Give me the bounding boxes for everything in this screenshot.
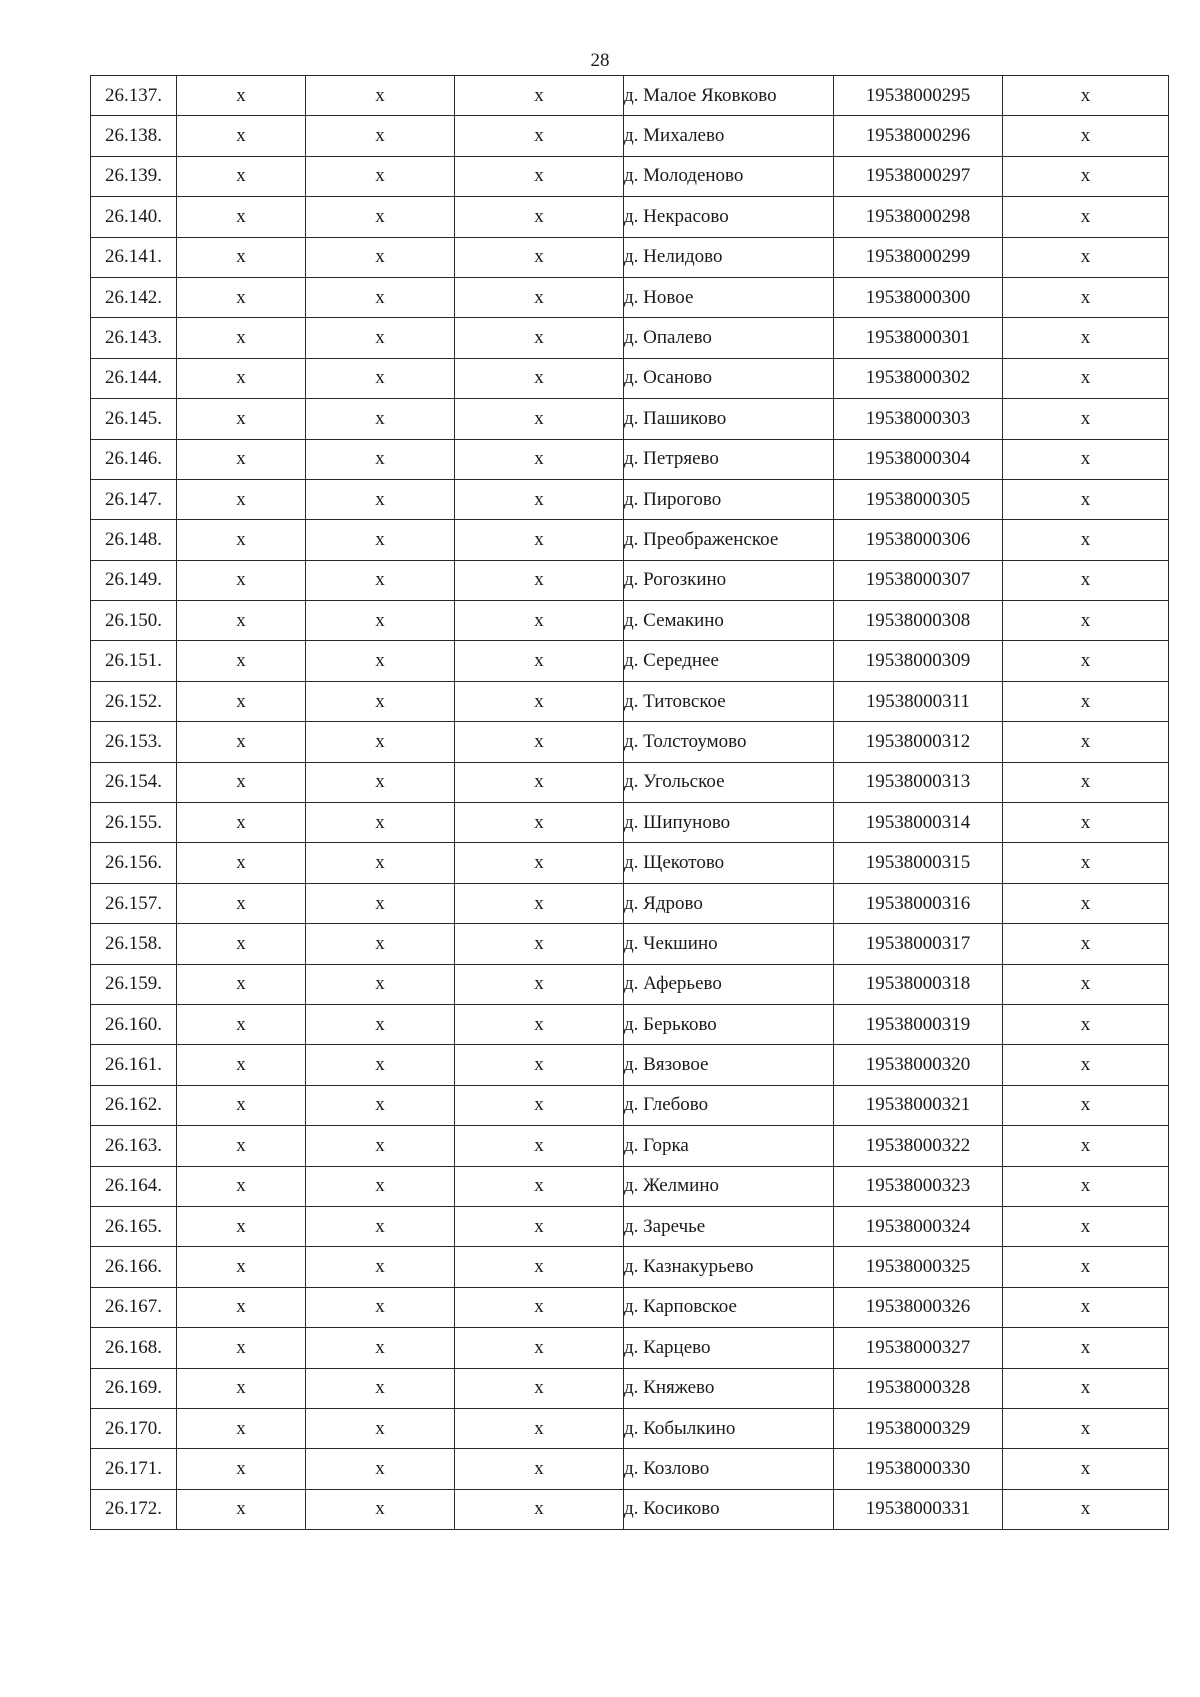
placeholder-cell-1: x [177,76,306,116]
settlement-name-cell: д. Карцево [624,1328,834,1368]
placeholder-cell-3: x [455,1045,624,1085]
table-row [91,924,1169,964]
table-row [91,399,1169,439]
settlement-name-cell: д. Заречье [624,1206,834,1246]
placeholder-cell-1: x [177,277,306,317]
placeholder-cell-2: x [306,1045,455,1085]
row-number-cell: 26.148. [91,520,177,560]
placeholder-cell-4: x [1003,924,1169,964]
row-number-cell: 26.150. [91,601,177,641]
placeholder-cell-3: x [455,1287,624,1327]
placeholder-cell-1: x [177,601,306,641]
table-row [91,439,1169,479]
placeholder-cell-4: x [1003,1368,1169,1408]
table-row [91,1368,1169,1408]
table-row [91,1328,1169,1368]
placeholder-cell-3: x [455,722,624,762]
settlement-name-cell: д. Новое [624,277,834,317]
oktmo-code-cell: 19538000297 [834,156,1003,196]
placeholder-cell-4: x [1003,358,1169,398]
settlement-name-cell: д. Молоденово [624,156,834,196]
placeholder-cell-1: x [177,1045,306,1085]
placeholder-cell-2: x [306,318,455,358]
placeholder-cell-2: x [306,197,455,237]
placeholder-cell-2: x [306,277,455,317]
row-number-cell: 26.157. [91,883,177,923]
placeholder-cell-2: x [306,479,455,519]
row-number-cell: 26.156. [91,843,177,883]
row-number-cell: 26.147. [91,479,177,519]
oktmo-code-cell: 19538000319 [834,1004,1003,1044]
placeholder-cell-4: x [1003,681,1169,721]
placeholder-cell-3: x [455,641,624,681]
row-number-cell: 26.170. [91,1408,177,1448]
placeholder-cell-1: x [177,156,306,196]
placeholder-cell-1: x [177,197,306,237]
settlement-name-cell: д. Чекшино [624,924,834,964]
oktmo-code-cell: 19538000313 [834,762,1003,802]
settlement-name-cell: д. Угольское [624,762,834,802]
row-number-cell: 26.141. [91,237,177,277]
placeholder-cell-4: x [1003,1287,1169,1327]
oktmo-code-cell: 19538000320 [834,1045,1003,1085]
placeholder-cell-3: x [455,883,624,923]
placeholder-cell-2: x [306,1085,455,1125]
oktmo-code-cell: 19538000306 [834,520,1003,560]
row-number-cell: 26.139. [91,156,177,196]
table-row [91,601,1169,641]
placeholder-cell-3: x [455,1085,624,1125]
settlement-name-cell: д. Толстоумово [624,722,834,762]
placeholder-cell-3: x [455,1166,624,1206]
table-row [91,641,1169,681]
placeholder-cell-2: x [306,1287,455,1327]
oktmo-code-cell: 19538000326 [834,1287,1003,1327]
placeholder-cell-1: x [177,1287,306,1327]
oktmo-code-cell: 19538000323 [834,1166,1003,1206]
table-row [91,803,1169,843]
table-row [91,358,1169,398]
placeholder-cell-1: x [177,1004,306,1044]
placeholder-cell-1: x [177,883,306,923]
placeholder-cell-2: x [306,1126,455,1166]
placeholder-cell-2: x [306,1247,455,1287]
settlement-name-cell: д. Щекотово [624,843,834,883]
row-number-cell: 26.168. [91,1328,177,1368]
table-row [91,197,1169,237]
placeholder-cell-4: x [1003,1489,1169,1529]
settlement-name-cell: д. Некрасово [624,197,834,237]
oktmo-code-cell: 19538000300 [834,277,1003,317]
placeholder-cell-2: x [306,156,455,196]
table-row [91,156,1169,196]
table-row [91,964,1169,1004]
oktmo-code-cell: 19538000302 [834,358,1003,398]
oktmo-code-cell: 19538000314 [834,803,1003,843]
placeholder-cell-1: x [177,116,306,156]
table-row [91,1045,1169,1085]
placeholder-cell-3: x [455,843,624,883]
placeholder-cell-4: x [1003,479,1169,519]
row-number-cell: 26.169. [91,1368,177,1408]
placeholder-cell-2: x [306,1166,455,1206]
settlement-name-cell: д. Козлово [624,1449,834,1489]
oktmo-code-cell: 19538000299 [834,237,1003,277]
placeholder-cell-2: x [306,560,455,600]
table-row [91,1126,1169,1166]
row-number-cell: 26.149. [91,560,177,600]
placeholder-cell-3: x [455,318,624,358]
placeholder-cell-1: x [177,358,306,398]
placeholder-cell-4: x [1003,1408,1169,1448]
placeholder-cell-2: x [306,924,455,964]
placeholder-cell-3: x [455,964,624,1004]
placeholder-cell-4: x [1003,116,1169,156]
table-row [91,762,1169,802]
placeholder-cell-1: x [177,1408,306,1448]
settlement-name-cell: д. Глебово [624,1085,834,1125]
oktmo-code-cell: 19538000322 [834,1126,1003,1166]
placeholder-cell-3: x [455,560,624,600]
table-row [91,1206,1169,1246]
table-row [91,479,1169,519]
placeholder-cell-1: x [177,1126,306,1166]
oktmo-code-cell: 19538000307 [834,560,1003,600]
oktmo-code-cell: 19538000304 [834,439,1003,479]
table-row [91,520,1169,560]
placeholder-cell-1: x [177,479,306,519]
oktmo-code-cell: 19538000315 [834,843,1003,883]
placeholder-cell-1: x [177,964,306,1004]
settlement-name-cell: д. Петряево [624,439,834,479]
row-number-cell: 26.167. [91,1287,177,1327]
placeholder-cell-4: x [1003,1045,1169,1085]
placeholder-cell-1: x [177,399,306,439]
placeholder-cell-3: x [455,924,624,964]
placeholder-cell-3: x [455,762,624,802]
placeholder-cell-4: x [1003,560,1169,600]
placeholder-cell-1: x [177,681,306,721]
table-row [91,1489,1169,1529]
placeholder-cell-4: x [1003,439,1169,479]
row-number-cell: 26.154. [91,762,177,802]
row-number-cell: 26.151. [91,641,177,681]
table-row [91,843,1169,883]
placeholder-cell-3: x [455,803,624,843]
placeholder-cell-3: x [455,1368,624,1408]
oktmo-code-cell: 19538000296 [834,116,1003,156]
placeholder-cell-4: x [1003,601,1169,641]
placeholder-cell-3: x [455,520,624,560]
placeholder-cell-3: x [455,439,624,479]
table-row [91,277,1169,317]
settlement-name-cell: д. Михалево [624,116,834,156]
row-number-cell: 26.160. [91,1004,177,1044]
table-row [91,116,1169,156]
settlement-name-cell: д. Рогозкино [624,560,834,600]
placeholder-cell-3: x [455,237,624,277]
oktmo-code-cell: 19538000308 [834,601,1003,641]
placeholder-cell-1: x [177,318,306,358]
settlement-name-cell: д. Желмино [624,1166,834,1206]
settlement-name-cell: д. Кобылкино [624,1408,834,1448]
settlement-name-cell: д. Вязовое [624,1045,834,1085]
table-row [91,318,1169,358]
placeholder-cell-3: x [455,1126,624,1166]
settlement-name-cell: д. Княжево [624,1368,834,1408]
settlement-name-cell: д. Преображенское [624,520,834,560]
settlement-name-cell: д. Опалево [624,318,834,358]
settlement-name-cell: д. Пашиково [624,399,834,439]
placeholder-cell-2: x [306,681,455,721]
placeholder-cell-1: x [177,924,306,964]
row-number-cell: 26.152. [91,681,177,721]
placeholder-cell-1: x [177,1247,306,1287]
row-number-cell: 26.165. [91,1206,177,1246]
row-number-cell: 26.158. [91,924,177,964]
oktmo-code-cell: 19538000316 [834,883,1003,923]
table-row [91,722,1169,762]
placeholder-cell-4: x [1003,277,1169,317]
placeholder-cell-4: x [1003,237,1169,277]
placeholder-cell-2: x [306,1368,455,1408]
placeholder-cell-3: x [455,681,624,721]
row-number-cell: 26.146. [91,439,177,479]
placeholder-cell-2: x [306,803,455,843]
placeholder-cell-2: x [306,1206,455,1246]
placeholder-cell-1: x [177,722,306,762]
settlement-name-cell: д. Середнее [624,641,834,681]
row-number-cell: 26.153. [91,722,177,762]
placeholder-cell-4: x [1003,1085,1169,1125]
placeholder-cell-2: x [306,1004,455,1044]
placeholder-cell-1: x [177,762,306,802]
placeholder-cell-2: x [306,883,455,923]
settlement-name-cell: д. Нелидово [624,237,834,277]
settlement-name-cell: д. Малое Яковково [624,76,834,116]
placeholder-cell-3: x [455,399,624,439]
placeholder-cell-2: x [306,237,455,277]
placeholder-cell-4: x [1003,1206,1169,1246]
placeholder-cell-2: x [306,601,455,641]
placeholder-cell-1: x [177,803,306,843]
oktmo-code-cell: 19538000303 [834,399,1003,439]
placeholder-cell-3: x [455,1004,624,1044]
placeholder-cell-1: x [177,1449,306,1489]
oktmo-code-cell: 19538000324 [834,1206,1003,1246]
row-number-cell: 26.142. [91,277,177,317]
placeholder-cell-3: x [455,1328,624,1368]
settlement-name-cell: д. Карповское [624,1287,834,1327]
placeholder-cell-3: x [455,358,624,398]
placeholder-cell-4: x [1003,1449,1169,1489]
oktmo-code-cell: 19538000305 [834,479,1003,519]
oktmo-code-cell: 19538000329 [834,1408,1003,1448]
oktmo-code-cell: 19538000328 [834,1368,1003,1408]
placeholder-cell-2: x [306,1449,455,1489]
row-number-cell: 26.162. [91,1085,177,1125]
settlements-table [90,75,1169,1530]
settlement-name-cell: д. Горка [624,1126,834,1166]
row-number-cell: 26.143. [91,318,177,358]
placeholder-cell-4: x [1003,1126,1169,1166]
settlement-name-cell: д. Ядрово [624,883,834,923]
settlement-name-cell: д. Аферьево [624,964,834,1004]
placeholder-cell-4: x [1003,843,1169,883]
placeholder-cell-4: x [1003,318,1169,358]
placeholder-cell-4: x [1003,883,1169,923]
placeholder-cell-1: x [177,641,306,681]
table-row [91,237,1169,277]
table-row [91,560,1169,600]
placeholder-cell-4: x [1003,76,1169,116]
placeholder-cell-3: x [455,1247,624,1287]
row-number-cell: 26.145. [91,399,177,439]
oktmo-code-cell: 19538000325 [834,1247,1003,1287]
oktmo-code-cell: 19538000301 [834,318,1003,358]
oktmo-code-cell: 19538000298 [834,197,1003,237]
settlement-name-cell: д. Берьково [624,1004,834,1044]
placeholder-cell-2: x [306,1328,455,1368]
placeholder-cell-3: x [455,601,624,641]
row-number-cell: 26.159. [91,964,177,1004]
placeholder-cell-2: x [306,439,455,479]
placeholder-cell-4: x [1003,1328,1169,1368]
placeholder-cell-1: x [177,1368,306,1408]
placeholder-cell-3: x [455,116,624,156]
placeholder-cell-1: x [177,439,306,479]
placeholder-cell-4: x [1003,964,1169,1004]
table-row [91,1166,1169,1206]
page-number: 28 [590,50,610,71]
placeholder-cell-3: x [455,1489,624,1529]
placeholder-cell-3: x [455,76,624,116]
placeholder-cell-1: x [177,1206,306,1246]
placeholder-cell-1: x [177,520,306,560]
row-number-cell: 26.171. [91,1449,177,1489]
settlement-name-cell: д. Казнакурьево [624,1247,834,1287]
settlement-name-cell: д. Косиково [624,1489,834,1529]
table-row [91,883,1169,923]
placeholder-cell-3: x [455,277,624,317]
oktmo-code-cell: 19538000311 [834,681,1003,721]
oktmo-code-cell: 19538000331 [834,1489,1003,1529]
placeholder-cell-4: x [1003,1247,1169,1287]
placeholder-cell-3: x [455,1408,624,1448]
table-row [91,1004,1169,1044]
settlement-name-cell: д. Титовское [624,681,834,721]
placeholder-cell-1: x [177,843,306,883]
table-body [91,76,1169,1530]
placeholder-cell-2: x [306,116,455,156]
table-row [91,76,1169,116]
placeholder-cell-2: x [306,762,455,802]
placeholder-cell-4: x [1003,722,1169,762]
table-row [91,1449,1169,1489]
placeholder-cell-4: x [1003,399,1169,439]
oktmo-code-cell: 19538000318 [834,964,1003,1004]
placeholder-cell-1: x [177,560,306,600]
row-number-cell: 26.138. [91,116,177,156]
placeholder-cell-4: x [1003,762,1169,802]
row-number-cell: 26.163. [91,1126,177,1166]
placeholder-cell-3: x [455,479,624,519]
row-number-cell: 26.172. [91,1489,177,1529]
placeholder-cell-2: x [306,76,455,116]
placeholder-cell-2: x [306,1489,455,1529]
row-number-cell: 26.164. [91,1166,177,1206]
table-row [91,1247,1169,1287]
row-number-cell: 26.137. [91,76,177,116]
placeholder-cell-4: x [1003,197,1169,237]
row-number-cell: 26.140. [91,197,177,237]
oktmo-code-cell: 19538000317 [834,924,1003,964]
placeholder-cell-3: x [455,156,624,196]
settlement-name-cell: д. Осаново [624,358,834,398]
placeholder-cell-2: x [306,722,455,762]
table-row [91,1408,1169,1448]
placeholder-cell-4: x [1003,156,1169,196]
oktmo-code-cell: 19538000309 [834,641,1003,681]
placeholder-cell-4: x [1003,1166,1169,1206]
placeholder-cell-1: x [177,1085,306,1125]
oktmo-code-cell: 19538000330 [834,1449,1003,1489]
placeholder-cell-1: x [177,1489,306,1529]
oktmo-code-cell: 19538000321 [834,1085,1003,1125]
placeholder-cell-1: x [177,237,306,277]
placeholder-cell-4: x [1003,1004,1169,1044]
placeholder-cell-4: x [1003,641,1169,681]
settlement-name-cell: д. Пирогово [624,479,834,519]
placeholder-cell-3: x [455,1206,624,1246]
placeholder-cell-2: x [306,641,455,681]
settlement-name-cell: д. Шипуново [624,803,834,843]
placeholder-cell-2: x [306,358,455,398]
table-row [91,1287,1169,1327]
placeholder-cell-4: x [1003,803,1169,843]
placeholder-cell-2: x [306,520,455,560]
row-number-cell: 26.155. [91,803,177,843]
row-number-cell: 26.144. [91,358,177,398]
placeholder-cell-2: x [306,964,455,1004]
oktmo-code-cell: 19538000295 [834,76,1003,116]
placeholder-cell-1: x [177,1166,306,1206]
placeholder-cell-2: x [306,843,455,883]
placeholder-cell-3: x [455,1449,624,1489]
placeholder-cell-2: x [306,1408,455,1448]
row-number-cell: 26.161. [91,1045,177,1085]
oktmo-code-cell: 19538000312 [834,722,1003,762]
placeholder-cell-3: x [455,197,624,237]
table-row [91,1085,1169,1125]
settlement-name-cell: д. Семакино [624,601,834,641]
row-number-cell: 26.166. [91,1247,177,1287]
oktmo-code-cell: 19538000327 [834,1328,1003,1368]
placeholder-cell-1: x [177,1328,306,1368]
placeholder-cell-2: x [306,399,455,439]
table-row [91,681,1169,721]
placeholder-cell-4: x [1003,520,1169,560]
